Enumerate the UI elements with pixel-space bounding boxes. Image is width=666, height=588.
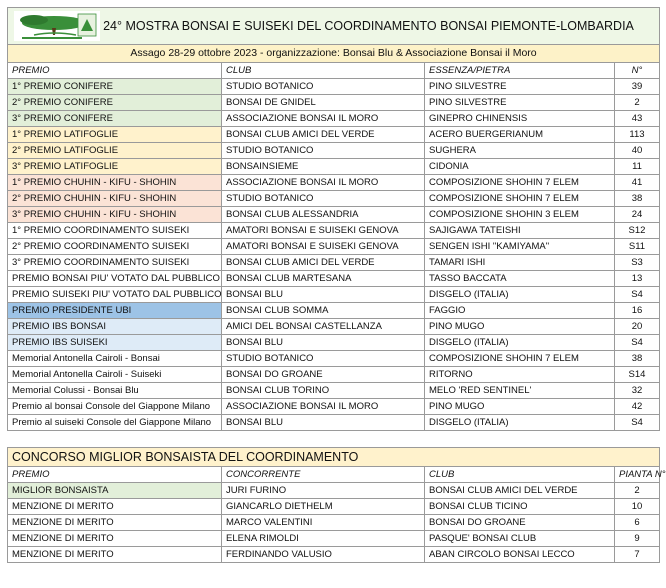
award-row	[8, 287, 660, 303]
award-row	[8, 335, 660, 351]
col-header-premio: PREMIO	[8, 63, 222, 79]
award-premio: PREMIO IBS BONSAI	[8, 319, 222, 335]
award-numero: S4	[615, 415, 660, 431]
award-numero: S12	[615, 223, 660, 239]
award-essenza: GINEPRO CHINENSIS	[425, 111, 615, 127]
award-club: AMATORI BONSAI E SUISEKI GENOVA	[222, 223, 425, 239]
contest-concorrente: ELENA RIMOLDI	[222, 531, 425, 547]
title-cell	[8, 8, 660, 45]
award-numero: 32	[615, 383, 660, 399]
award-numero: 13	[615, 271, 660, 287]
award-club: BONSAI BLU	[222, 335, 425, 351]
award-essenza: PINO SILVESTRE	[425, 95, 615, 111]
award-premio: PREMIO BONSAI PIU' VOTATO DAL PUBBLICO	[8, 271, 222, 287]
award-numero: 38	[615, 191, 660, 207]
page-title: 24° MOSTRA BONSAI E SUISEKI DEL COORDINAMENTO BONSAI PIEMONTE-LOMBARDIA	[103, 19, 634, 33]
award-essenza: COMPOSIZIONE SHOHIN 7 ELEM	[425, 191, 615, 207]
col-header-numero: N°	[615, 63, 660, 79]
award-club: BONSAI CLUB TORINO	[222, 383, 425, 399]
contest-premio: MENZIONE DI MERITO	[8, 515, 222, 531]
contest-premio: MIGLIOR BONSAISTA	[8, 483, 222, 499]
award-premio: Memorial Antonella Cairoli - Suiseki	[8, 367, 222, 383]
contest-pianta: 7	[615, 547, 660, 563]
award-row	[8, 415, 660, 431]
award-club: ASSOCIAZIONE BONSAI IL MORO	[222, 175, 425, 191]
award-numero: S4	[615, 335, 660, 351]
award-club: ASSOCIAZIONE BONSAI IL MORO	[222, 111, 425, 127]
award-row	[8, 223, 660, 239]
contest-row	[8, 483, 660, 499]
award-club: BONSAI CLUB AMICI DEL VERDE	[222, 255, 425, 271]
award-premio: PREMIO IBS SUISEKI	[8, 335, 222, 351]
award-essenza: PINO MUGO	[425, 399, 615, 415]
award-essenza: COMPOSIZIONE SHOHIN 7 ELEM	[425, 175, 615, 191]
contest-club: BONSAI CLUB AMICI DEL VERDE	[425, 483, 615, 499]
award-essenza: CIDONIA	[425, 159, 615, 175]
award-row	[8, 303, 660, 319]
award-numero: S3	[615, 255, 660, 271]
contest-pianta: 10	[615, 499, 660, 515]
award-essenza: SUGHERA	[425, 143, 615, 159]
award-premio: 1° PREMIO CONIFERE	[8, 79, 222, 95]
award-club: BONSAI CLUB ALESSANDRIA	[222, 207, 425, 223]
award-club: BONSAI CLUB MARTESANA	[222, 271, 425, 287]
contest-club: ABAN CIRCOLO BONSAI LECCO	[425, 547, 615, 563]
contest-row	[8, 547, 660, 563]
contest-table	[7, 447, 666, 563]
awards-table	[7, 7, 660, 431]
award-club: BONSAI DO GROANE	[222, 367, 425, 383]
award-numero: 113	[615, 127, 660, 143]
award-row	[8, 367, 660, 383]
contest-col-premio: PREMIO	[8, 467, 222, 483]
award-essenza: DISGELO (ITALIA)	[425, 415, 615, 431]
award-essenza: COMPOSIZIONE SHOHIN 3 ELEM	[425, 207, 615, 223]
contest-row	[8, 515, 660, 531]
contest-pianta: 6	[615, 515, 660, 531]
award-essenza: DISGELO (ITALIA)	[425, 287, 615, 303]
contest-concorrente: MARCO VALENTINI	[222, 515, 425, 531]
award-club: AMICI DEL BONSAI CASTELLANZA	[222, 319, 425, 335]
award-premio: PREMIO SUISEKI PIU' VOTATO DAL PUBBLICO	[8, 287, 222, 303]
award-row	[8, 159, 660, 175]
award-club: AMATORI BONSAI E SUISEKI GENOVA	[222, 239, 425, 255]
award-club: STUDIO BOTANICO	[222, 351, 425, 367]
award-club: BONSAI BLU	[222, 415, 425, 431]
award-row	[8, 239, 660, 255]
title-row	[8, 8, 660, 45]
award-premio: 3° PREMIO CONIFERE	[8, 111, 222, 127]
award-club: STUDIO BOTANICO	[222, 191, 425, 207]
award-row	[8, 207, 660, 223]
award-numero: 38	[615, 351, 660, 367]
award-row	[8, 111, 660, 127]
award-premio: PREMIO PRESIDENTE UBI	[8, 303, 222, 319]
contest-concorrente: FERDINANDO VALUSIO	[222, 547, 425, 563]
award-row	[8, 319, 660, 335]
award-numero: 41	[615, 175, 660, 191]
results-sheet	[7, 7, 666, 563]
contest-club: BONSAI DO GROANE	[425, 515, 615, 531]
contest-row	[8, 499, 660, 515]
award-row	[8, 79, 660, 95]
contest-concorrente: JURI FURINO	[222, 483, 425, 499]
award-row	[8, 127, 660, 143]
award-club: BONSAI CLUB AMICI DEL VERDE	[222, 127, 425, 143]
contest-concorrente: GIANCARLO DIETHELM	[222, 499, 425, 515]
awards-header-row	[8, 63, 660, 79]
award-numero: 43	[615, 111, 660, 127]
award-essenza: TASSO BACCATA	[425, 271, 615, 287]
col-header-essenza: ESSENZA/PIETRA	[425, 63, 615, 79]
award-numero: 20	[615, 319, 660, 335]
award-row	[8, 271, 660, 287]
award-premio: 3° PREMIO CHUHIN - KIFU - SHOHIN	[8, 207, 222, 223]
contest-title: CONCORSO MIGLIOR BONSAISTA DEL COORDINAMENTO	[8, 448, 660, 467]
award-premio: 1° PREMIO LATIFOGLIE	[8, 127, 222, 143]
contest-pianta: 2	[615, 483, 660, 499]
award-numero: 42	[615, 399, 660, 415]
award-row	[8, 143, 660, 159]
award-club: BONSAINSIEME	[222, 159, 425, 175]
award-row	[8, 95, 660, 111]
award-row	[8, 255, 660, 271]
award-essenza: ACERO BUERGERIANUM	[425, 127, 615, 143]
award-numero: 40	[615, 143, 660, 159]
award-premio: 1° PREMIO CHUHIN - KIFU - SHOHIN	[8, 175, 222, 191]
award-numero: 2	[615, 95, 660, 111]
award-row	[8, 191, 660, 207]
award-premio: Memorial Colussi - Bonsai Blu	[8, 383, 222, 399]
awards-body	[8, 79, 660, 431]
contest-col-pianta: PIANTA N°	[615, 467, 660, 483]
contest-body	[8, 483, 660, 563]
award-club: BONSAI BLU	[222, 287, 425, 303]
award-row	[8, 399, 660, 415]
contest-premio: MENZIONE DI MERITO	[8, 499, 222, 515]
section-gap	[7, 431, 659, 447]
award-numero: S11	[615, 239, 660, 255]
contest-row	[8, 531, 660, 547]
award-premio: 2° PREMIO COORDINAMENTO SUISEKI	[8, 239, 222, 255]
contest-col-club: CLUB	[425, 467, 615, 483]
award-essenza: DISGELO (ITALIA)	[425, 335, 615, 351]
award-essenza: MELO 'RED SENTINEL'	[425, 383, 615, 399]
award-club: BONSAI DE GNIDEL	[222, 95, 425, 111]
award-premio: 1° PREMIO COORDINAMENTO SUISEKI	[8, 223, 222, 239]
award-numero: 16	[615, 303, 660, 319]
award-numero: 11	[615, 159, 660, 175]
award-club: ASSOCIAZIONE BONSAI IL MORO	[222, 399, 425, 415]
col-header-club: CLUB	[222, 63, 425, 79]
contest-col-concorrente: CONCORRENTE	[222, 467, 425, 483]
award-essenza: PINO MUGO	[425, 319, 615, 335]
award-premio: Premio al bonsai Console del Giappone Milano	[8, 399, 222, 415]
contest-title-row	[8, 448, 660, 467]
contest-header-row	[8, 467, 660, 483]
subtitle-row	[8, 45, 660, 63]
award-premio: 3° PREMIO COORDINAMENTO SUISEKI	[8, 255, 222, 271]
award-premio: 2° PREMIO LATIFOGLIE	[8, 143, 222, 159]
award-premio: 2° PREMIO CONIFERE	[8, 95, 222, 111]
award-essenza: SENGEN ISHI "KAMIYAMA"	[425, 239, 615, 255]
award-essenza: FAGGIO	[425, 303, 615, 319]
award-row	[8, 383, 660, 399]
award-numero: S14	[615, 367, 660, 383]
contest-premio: MENZIONE DI MERITO	[8, 547, 222, 563]
contest-club: PASQUE' BONSAI CLUB	[425, 531, 615, 547]
award-essenza: COMPOSIZIONE SHOHIN 7 ELEM	[425, 351, 615, 367]
award-essenza: TAMARI ISHI	[425, 255, 615, 271]
award-essenza: RITORNO	[425, 367, 615, 383]
award-numero: 24	[615, 207, 660, 223]
award-numero: S4	[615, 287, 660, 303]
event-subtitle: Assago 28-29 ottobre 2023 - organizzazione: Bonsai Blu & Associazione Bonsai il Moro	[8, 45, 660, 63]
contest-club: BONSAI CLUB TICINO	[425, 499, 615, 515]
contest-pianta: 9	[615, 531, 660, 547]
award-club: STUDIO BOTANICO	[222, 143, 425, 159]
award-premio: Premio al suiseki Console del Giappone Milano	[8, 415, 222, 431]
award-club: BONSAI CLUB SOMMA	[222, 303, 425, 319]
award-numero: 39	[615, 79, 660, 95]
contest-premio: MENZIONE DI MERITO	[8, 531, 222, 547]
award-row	[8, 175, 660, 191]
award-essenza: PINO SILVESTRE	[425, 79, 615, 95]
award-premio: 2° PREMIO CHUHIN - KIFU - SHOHIN	[8, 191, 222, 207]
award-premio: 3° PREMIO LATIFOGLIE	[8, 159, 222, 175]
award-row	[8, 351, 660, 367]
award-club: STUDIO BOTANICO	[222, 79, 425, 95]
award-premio: Memorial Antonella Cairoli - Bonsai	[8, 351, 222, 367]
award-essenza: SAJIGAWA TATEISHI	[425, 223, 615, 239]
